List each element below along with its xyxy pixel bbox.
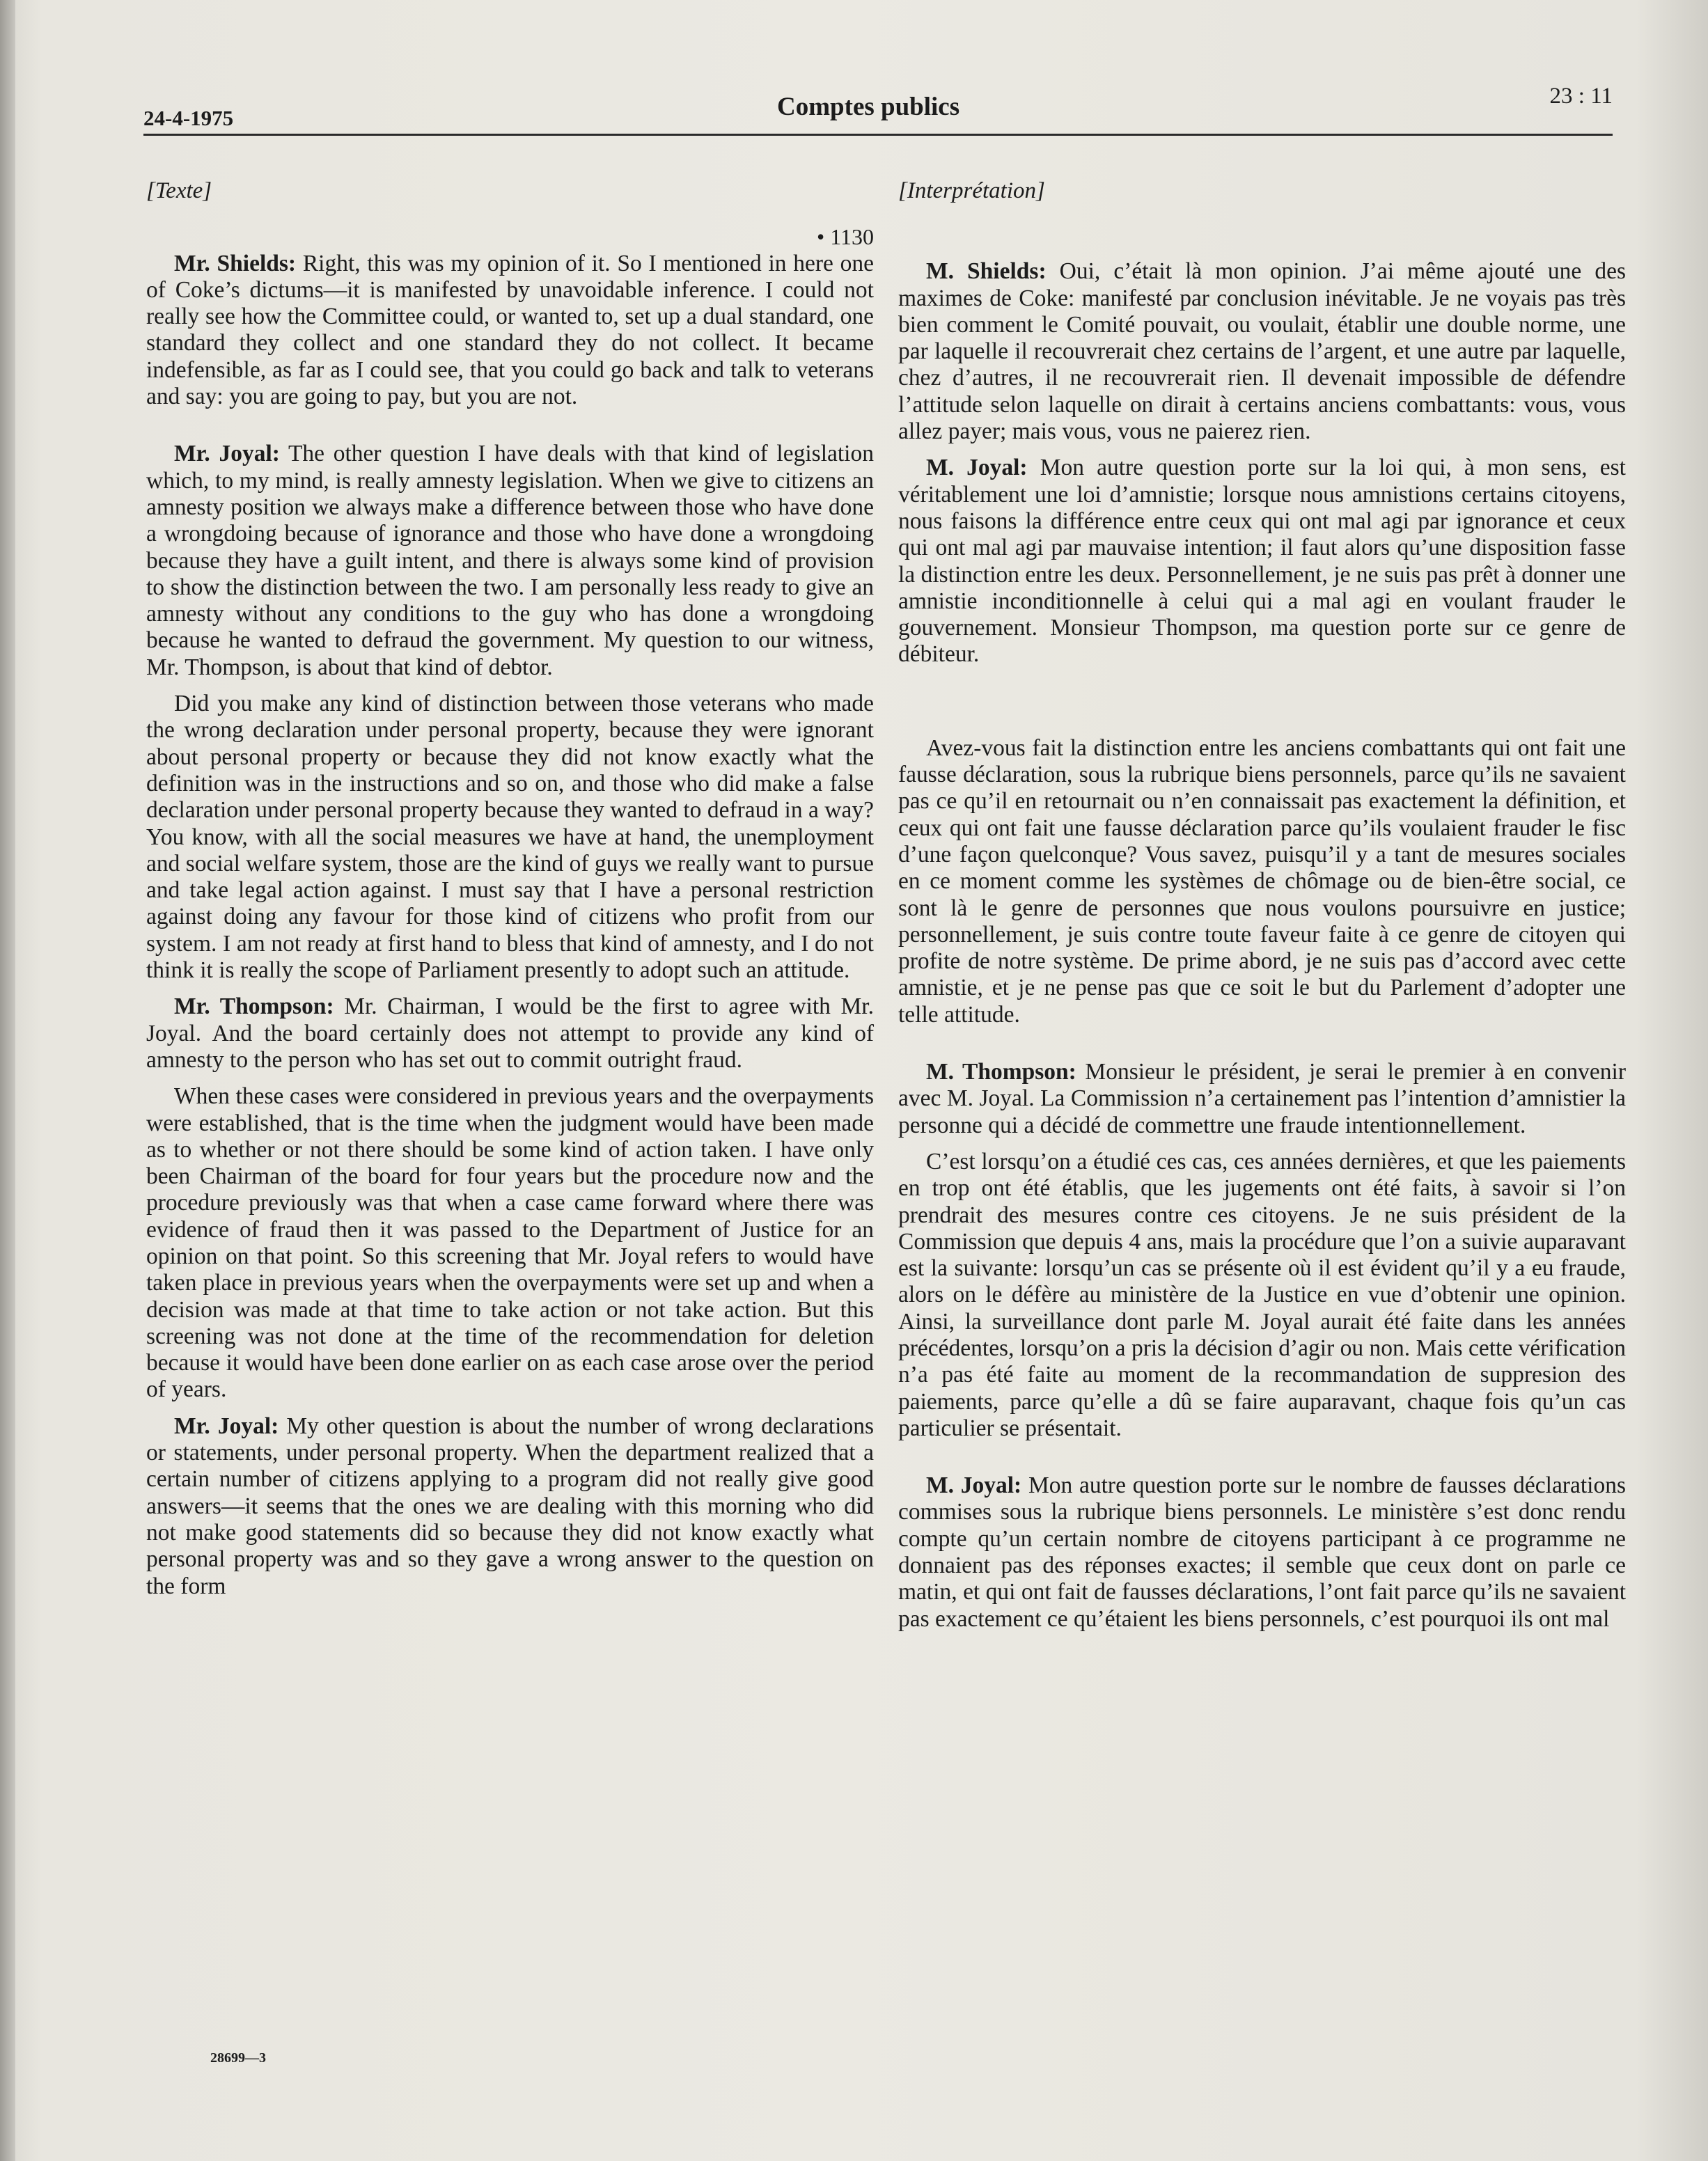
page-header — [143, 84, 1613, 136]
paragraph-thompson-fr — [898, 1059, 1626, 1139]
paragraph-joyal-fr — [898, 455, 1626, 668]
paragraph-text: Did you make any kind of distinction between those veterans who made the wrong declaration under personal property, because they were ignorant about personal property or because they did not know exactly what the definition was in the instructions and so on, and those who did make a false declaration under personal property because they wanted to defraud in a way? You know, with all the social measures we have at hand, the unemployment and social welfare system, those are the kind of guys we really want to pursue and take legal action against. I must say that I have a personal restriction against doing any favour for those kind of citizens who profit from our system. I am not ready at first hand to bless that kind of amnesty, and I do not think it is really the scope of Parliament presently to adopt such an attitude. — [146, 691, 874, 984]
speaker-name: Mr. Joyal: — [174, 1413, 279, 1439]
left-column-english — [146, 178, 874, 1610]
time-marker: • 1130 — [816, 224, 874, 250]
header-page-number: 23 : 11 — [1549, 84, 1613, 109]
paragraph-shields-fr — [898, 258, 1626, 445]
paragraph-joyal-fr-cont — [898, 735, 1626, 1028]
right-column-french — [898, 178, 1626, 1642]
paragraph-shields-en — [146, 251, 874, 411]
paragraph-joyal-en-2 — [146, 1413, 874, 1600]
header-date: 24-4-1975 — [143, 106, 234, 130]
speaker-name: M. Thompson: — [926, 1059, 1076, 1085]
header-title: Comptes publics — [777, 93, 960, 121]
paragraph-text: Right, this was my opinion of it. So I mentioned in here one of Coke’s dictums—it is manifested by unavoidable inference. I could not really see how the Committee could, or wanted to, set up a dual standard, one standard they collect and one standard they do not collect. It became indefensible, as far as I could see, that you could go back and talk to veterans and say: you are going to pay, but you are not. — [146, 250, 875, 410]
speaker-name: Mr. Joyal: — [174, 441, 280, 467]
paragraph-joyal-en — [146, 441, 874, 681]
speaker-name: Mr. Shields: — [174, 250, 297, 276]
paragraph-thompson-en — [146, 993, 874, 1074]
speaker-name: M. Shields: — [926, 258, 1047, 285]
paragraph-text: My other question is about the number of wrong declarations or statements, under personal property. When the department realized that a certain number of citizens applying to a program did not really give good answers—it seems that the ones we are dealing with this morning who did not make good statements did so because they did not know exactly what personal property was and so they gave a wrong answer to the question on the form — [146, 1413, 874, 1599]
paragraph-text: The other question I have deals with that kind of legislation which, to my mind, is really amnesty legislation. When we give to citizens an amnesty position we always make a difference between those who have done a wrongdoing because of ignorance and those who have done a wrongdoing because they have a guilt intent, and there is always some kind of provision to show the distinction between the two. I am personally less ready to give an amnesty without any conditions to the guy who has done a wrongdoing because he wanted to defraud the government. My question to our witness, Mr. Thompson, is about that kind of debtor. — [146, 441, 874, 680]
paragraph-joyal-fr-2 — [898, 1472, 1626, 1633]
section-label-interpretation: [Interprétation] — [898, 178, 1045, 203]
paragraph-thompson-en-cont — [146, 1083, 874, 1404]
paragraph-text: C’est lorsqu’on a étudié ces cas, ces années dernières, et que les paiements en trop ont été établis, que les jugements ont été faits, à savoir si l’on prendrait des mesures contre ces citoyens. Je ne suis président de la Commission que depuis 4 ans, mais la procédure que l’on a suivie auparavant est la suivante: lorsqu’un cas se présente où il est évident qu’il y a eu fraude, alors on le défère au ministère de la Justice en vue d’obtenir une opinion. Ainsi, la surveillance dont parle M. Joyal aurait été faite dans les années précédentes, lorsqu’on a pris la décision d’agir ou non. Mais cette vérification n’a pas été faite au moment de la recommandation de suppresion des paiements, parce qu’elle a dû se faire auparavant, chaque fois qu’un cas particulier se présentait. — [898, 1148, 1626, 1441]
paragraph-joyal-en-cont — [146, 691, 874, 984]
paragraph-text: Oui, c’était là mon opinion. J’ai même ajouté une des maximes de Coke: manifesté par conclusion inévitable. Je ne voyais pas très bien comment le Comité pouvait, ou voulait, établir une double norme, une par laquelle il recouvrerait chez certains de l’argent, et une autre par laquelle, chez d’autres, il ne recouvrerait rien. Il devenait impossible de défendre l’attitude selon laquelle on dirait à certains anciens combattants: vous, vous allez payer; mais vous, vous ne paierez rien. — [898, 258, 1626, 445]
speaker-name: M. Joyal: — [926, 1472, 1022, 1499]
paragraph-text: Monsieur le président, je serai le premier à en convenir avec M. Joyal. La Commission n’a certainement pas l’intention d’amnistier la personne qui a décidé de commettre une fraude intentionnellement. — [898, 1059, 1626, 1138]
speaker-name: Mr. Thompson: — [174, 993, 334, 1020]
paragraph-text: When these cases were considered in previous years and the overpayments were established, that is the time when the judgment would have been made as to whether or not there should be some kind of action taken. I have only been Chairman of the board for four years but the procedure now and the procedure previously was that when a case came forward where there was evidence of fraud then it was passed to the Department of Justice for an opinion on that point. So this screening that Mr. Joyal refers to would have taken place in previous years when the overpayments were set up and when a decision was made at that time to take action or not take action. But this screening was not done at the time of the recommendation for deletion because it would have been done earlier on as each case arose over the period of years. — [146, 1083, 874, 1403]
speaker-name: M. Joyal: — [926, 455, 1028, 481]
paragraph-thompson-fr-cont — [898, 1149, 1626, 1442]
paragraph-text: Mon autre question porte sur le nombre de fausses déclarations commises sous la rubrique biens personnels. Le ministère s’est donc rendu compte qu’un certain nombre de citoyens participant à ce programme ne donnaient pas des réponses exactes; il semble que ceux dont on parle ce matin, et qui ont fait de fausses déclarations, l’ont fait parce qu’ils ne savaient pas exactement ce qu’étaient les biens personnels, c’est pourquoi ils ont mal — [898, 1472, 1626, 1632]
paragraph-text: Mr. Chairman, I would be the first to agree with Mr. Joyal. And the board certainly does not attempt to provide any kind of amnesty to the person who has set out to commit outright fraud. — [146, 993, 874, 1073]
page-binding-edge — [0, 0, 15, 2161]
paragraph-text: Avez-vous fait la distinction entre les anciens combattants qui ont fait une fausse déclaration, sous la rubrique biens personnels, parce qu’ils ne savaient pas ce qu’il en retournait ou n’en connaissait pas exactement la définition, et ceux qui ont fait une fausse déclaration parce qu’ils voulaient frauder le fisc d’une façon quelconque? Vous savez, puisqu’il y a tant de mesures sociales en ce moment comme les systèmes de chômage ou de bien-être social, ce sont là le genre de personnes que nous voulons poursuivre en justice; personnellement, je suis contre toute faveur faite à ce genre de citoyen qui profite de notre système. De prime abord, je ne suis pas d’accord avec cette amnistie, et je ne pense pas que ce soit le but du Parlement d’adopter une telle attitude. — [898, 734, 1626, 1028]
footer-code: 28699—3 — [210, 2050, 266, 2066]
section-label-texte: [Texte] — [146, 178, 212, 203]
paragraph-text: Mon autre question porte sur la loi qui, à mon sens, est véritablement une loi d’amnistie; lorsque nous amnistions certains citoyens, nous faisons la différence entre ceux qui ont mal agi par ignorance et ceux qui ont mal agi par mauvaise intention; il faut alors qu’une disposition fasse la distinction entre les deux. Personnellement, je ne suis pas prêt à donner une amnistie inconditionnelle à celui qui a mal agi en voulant frauder le gouvernement. Monsieur Thompson, ma question porte sur ce genre de débiteur. — [898, 455, 1626, 668]
